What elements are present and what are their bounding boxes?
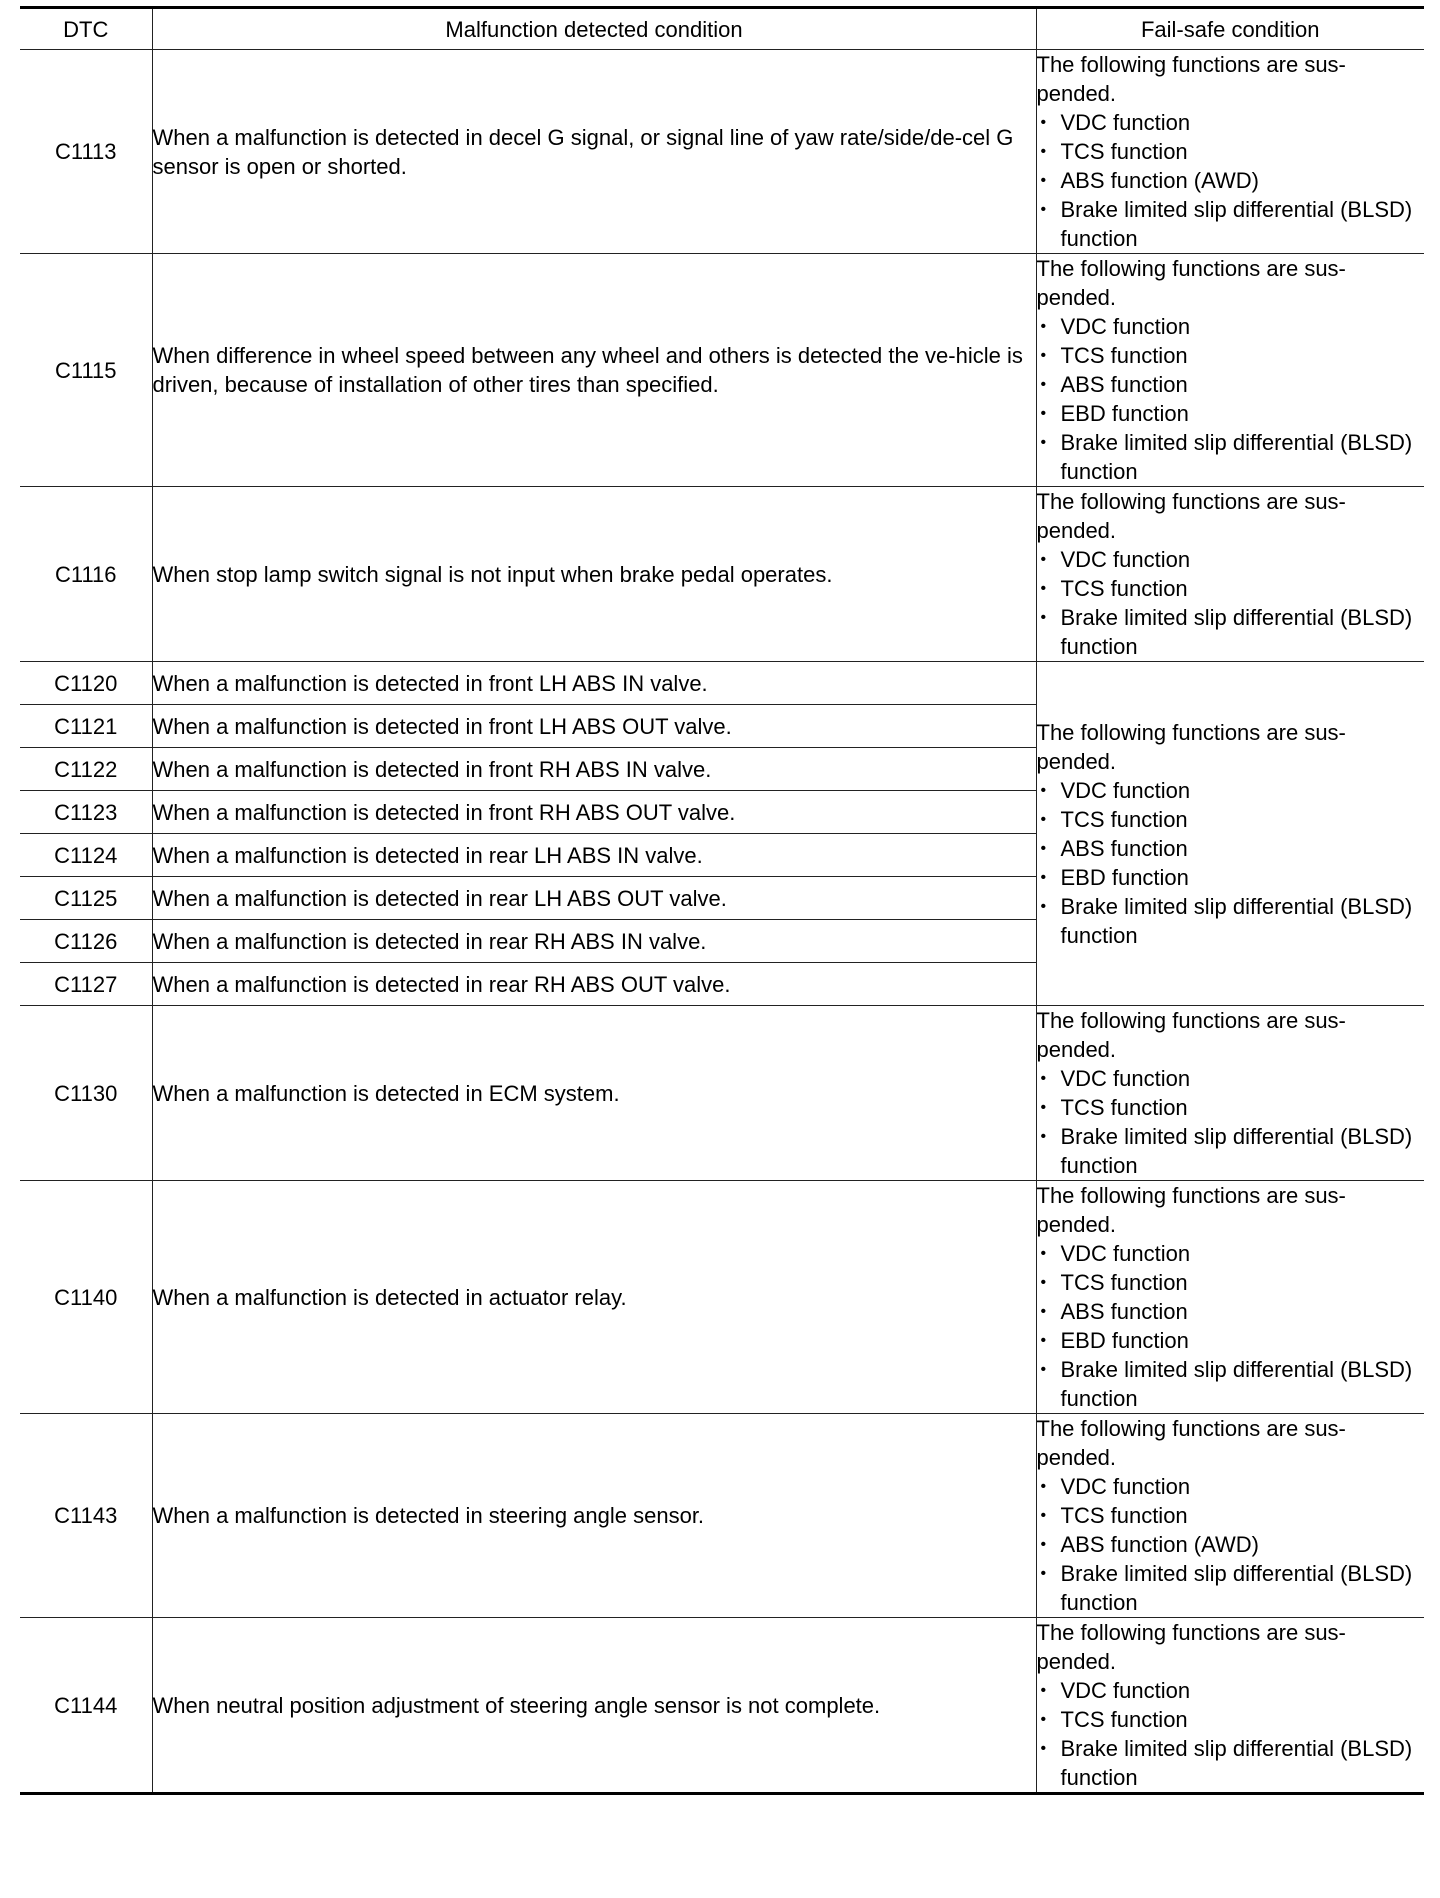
malfunction-condition: When a malfunction is detected in front RH ABS IN valve. <box>152 748 1036 791</box>
suspended-function-item: • Brake limited slip differential (BLSD) function <box>1037 1734 1425 1792</box>
dtc-code: C1121 <box>20 705 152 748</box>
table-row <box>20 487 1424 662</box>
suspended-function-list <box>1037 1239 1425 1413</box>
failsafe-condition <box>1036 487 1424 662</box>
suspended-function-item: • Brake limited slip differential (BLSD) function <box>1037 1559 1425 1617</box>
suspended-function-item: • TCS function <box>1037 1501 1425 1530</box>
failsafe-condition <box>1036 662 1424 1006</box>
suspended-function-list <box>1037 776 1425 950</box>
suspended-function-list <box>1037 1676 1425 1792</box>
dtc-code: C1113 <box>20 50 152 254</box>
failsafe-intro: The following functions are sus-pended. <box>1036 489 1346 543</box>
malfunction-condition: When a malfunction is detected in rear RH ABS OUT valve. <box>152 963 1036 1006</box>
suspended-function-item: • Brake limited slip differential (BLSD) function <box>1037 1122 1425 1180</box>
malfunction-condition: When difference in wheel speed between any wheel and others is detected the ve-hicle is driven, because of installation of other tires than specified. <box>152 254 1036 487</box>
failsafe-intro: The following functions are sus-pended. <box>1036 719 1346 774</box>
dtc-code: C1130 <box>20 1006 152 1181</box>
header-dtc: DTC <box>20 8 152 50</box>
malfunction-condition: When a malfunction is detected in front LH ABS IN valve. <box>152 662 1036 705</box>
suspended-function-item: • TCS function <box>1037 341 1425 370</box>
failsafe-intro: The following functions are sus-pended. <box>1036 1620 1346 1674</box>
table-row <box>20 254 1424 487</box>
suspended-function-list <box>1037 545 1425 661</box>
failsafe-intro: The following functions are sus-pended. <box>1036 1008 1346 1062</box>
suspended-function-item: • VDC function <box>1037 1064 1425 1093</box>
table-row <box>20 50 1424 254</box>
table-row <box>20 1006 1424 1181</box>
dtc-code: C1127 <box>20 963 152 1006</box>
dtc-code: C1125 <box>20 877 152 920</box>
malfunction-condition: When a malfunction is detected in actuator relay. <box>152 1181 1036 1414</box>
malfunction-condition: When a malfunction is detected in rear LH ABS IN valve. <box>152 834 1036 877</box>
failsafe-condition <box>1036 254 1424 487</box>
suspended-function-list <box>1037 1472 1425 1617</box>
suspended-function-item: • VDC function <box>1037 1472 1425 1501</box>
failsafe-condition <box>1036 1414 1424 1618</box>
dtc-code: C1116 <box>20 487 152 662</box>
malfunction-condition: When a malfunction is detected in steering angle sensor. <box>152 1414 1036 1618</box>
suspended-function-item: • VDC function <box>1037 1239 1425 1268</box>
dtc-code: C1126 <box>20 920 152 963</box>
dtc-code: C1124 <box>20 834 152 877</box>
suspended-function-item: • Brake limited slip differential (BLSD) function <box>1037 892 1425 950</box>
header-row <box>20 8 1424 50</box>
suspended-function-list <box>1037 1064 1425 1180</box>
suspended-function-item: • ABS function <box>1037 370 1425 399</box>
suspended-function-item: • EBD function <box>1037 863 1425 892</box>
suspended-function-item: • VDC function <box>1037 108 1425 137</box>
failsafe-condition <box>1036 1006 1424 1181</box>
failsafe-intro: The following functions are sus-pended. <box>1036 1416 1346 1470</box>
table-body <box>20 50 1424 1794</box>
table-row <box>20 662 1424 705</box>
dtc-table <box>20 6 1424 1795</box>
failsafe-intro: The following functions are sus-pended. <box>1036 256 1346 310</box>
dtc-code: C1143 <box>20 1414 152 1618</box>
table-row <box>20 1181 1424 1414</box>
suspended-function-item: • Brake limited slip differential (BLSD) function <box>1037 428 1425 486</box>
suspended-function-item: • ABS function <box>1037 834 1425 863</box>
suspended-function-item: • Brake limited slip differential (BLSD) function <box>1037 1355 1425 1413</box>
suspended-function-item: • ABS function (AWD) <box>1037 1530 1425 1559</box>
malfunction-condition: When a malfunction is detected in decel G signal, or signal line of yaw rate/side/de-cel G sensor is open or shorted. <box>152 50 1036 254</box>
dtc-code: C1120 <box>20 662 152 705</box>
suspended-function-item: • VDC function <box>1037 545 1425 574</box>
failsafe-intro: The following functions are sus-pended. <box>1036 1183 1346 1237</box>
suspended-function-item: • TCS function <box>1037 574 1425 603</box>
malfunction-condition: When stop lamp switch signal is not input when brake pedal operates. <box>152 487 1036 662</box>
malfunction-condition: When a malfunction is detected in rear RH ABS IN valve. <box>152 920 1036 963</box>
failsafe-condition <box>1036 1618 1424 1794</box>
malfunction-condition: When a malfunction is detected in rear LH ABS OUT valve. <box>152 877 1036 920</box>
suspended-function-item: • VDC function <box>1037 1676 1425 1705</box>
failsafe-condition <box>1036 1181 1424 1414</box>
header-condition: Malfunction detected condition <box>152 8 1036 50</box>
dtc-code: C1123 <box>20 791 152 834</box>
suspended-function-list <box>1037 108 1425 253</box>
dtc-code: C1115 <box>20 254 152 487</box>
suspended-function-list <box>1037 312 1425 486</box>
suspended-function-item: • TCS function <box>1037 805 1425 834</box>
suspended-function-item: • EBD function <box>1037 1326 1425 1355</box>
suspended-function-item: • ABS function (AWD) <box>1037 166 1425 195</box>
suspended-function-item: • TCS function <box>1037 137 1425 166</box>
table-row <box>20 1618 1424 1794</box>
suspended-function-item: • VDC function <box>1037 312 1425 341</box>
dtc-code: C1122 <box>20 748 152 791</box>
dtc-code: C1144 <box>20 1618 152 1794</box>
malfunction-condition: When neutral position adjustment of steering angle sensor is not complete. <box>152 1618 1036 1794</box>
suspended-function-item: • Brake limited slip differential (BLSD) function <box>1037 195 1425 253</box>
malfunction-condition: When a malfunction is detected in ECM system. <box>152 1006 1036 1181</box>
malfunction-condition: When a malfunction is detected in front RH ABS OUT valve. <box>152 791 1036 834</box>
suspended-function-item: • TCS function <box>1037 1093 1425 1122</box>
table-row <box>20 1414 1424 1618</box>
malfunction-condition: When a malfunction is detected in front LH ABS OUT valve. <box>152 705 1036 748</box>
suspended-function-item: • TCS function <box>1037 1268 1425 1297</box>
suspended-function-item: • EBD function <box>1037 399 1425 428</box>
dtc-code: C1140 <box>20 1181 152 1414</box>
header-failsafe: Fail-safe condition <box>1036 8 1424 50</box>
suspended-function-item: • TCS function <box>1037 1705 1425 1734</box>
suspended-function-item: • VDC function <box>1037 776 1425 805</box>
failsafe-intro: The following functions are sus-pended. <box>1036 52 1346 106</box>
suspended-function-item: • ABS function <box>1037 1297 1425 1326</box>
failsafe-condition <box>1036 50 1424 254</box>
suspended-function-item: • Brake limited slip differential (BLSD) function <box>1037 603 1425 661</box>
